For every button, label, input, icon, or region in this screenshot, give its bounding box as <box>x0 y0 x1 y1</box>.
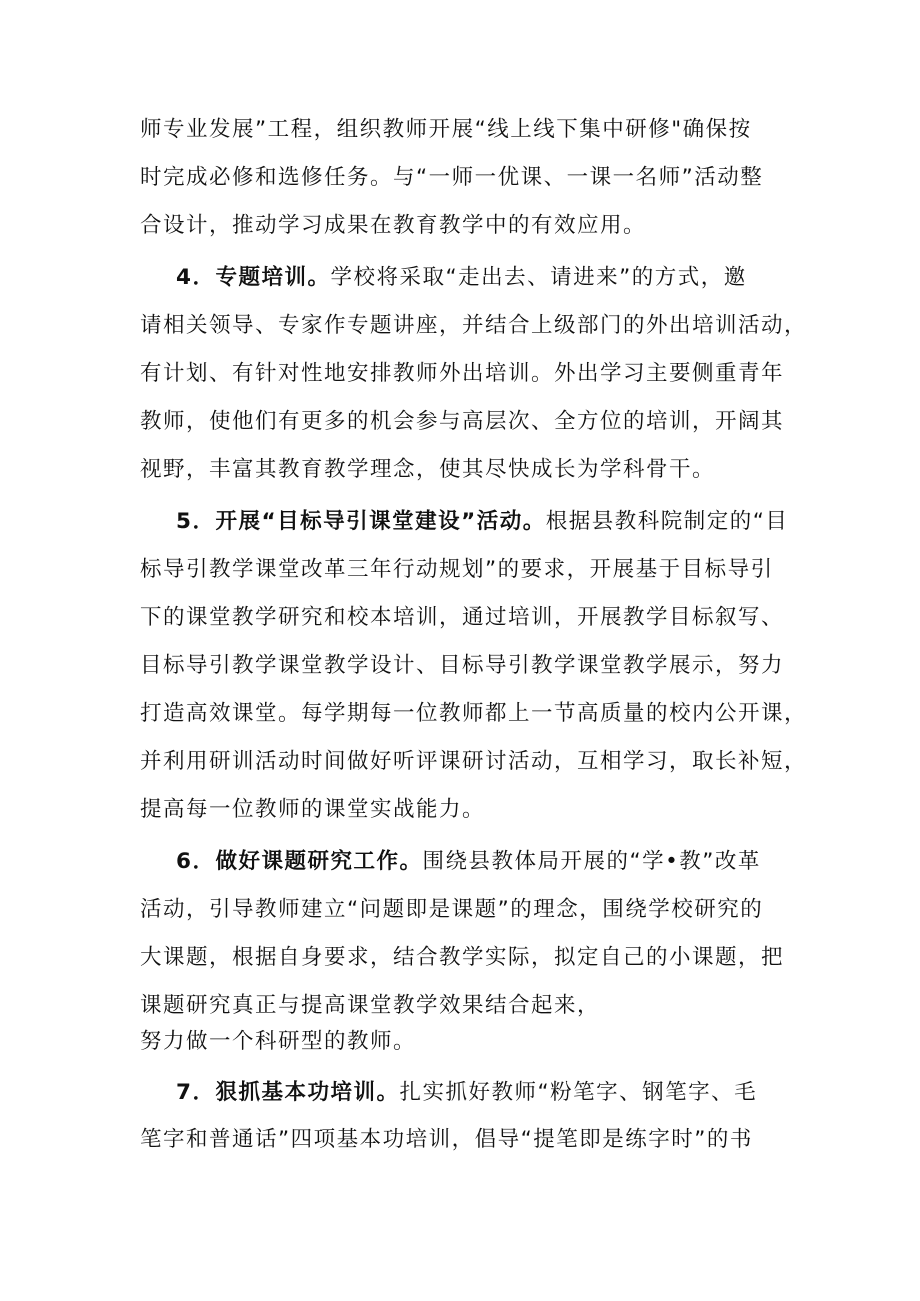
paragraph-line: 并利用研训活动时间做好听评课研讨活动，互相学习，取长补短， <box>140 749 808 774</box>
paragraph-line: 时完成必修和选修任务。与“一师一优课、一课一名师”活动整 <box>140 165 764 190</box>
paragraph-line: 打造高效课堂。每学期每一位教师都上一节高质量的校内公开课， <box>140 701 808 726</box>
paragraph-first-line <box>176 507 788 537</box>
paragraph-line: 活动，引导教师建立“问题即是课题”的理念，围绕学校研究的 <box>140 897 764 922</box>
paragraph-line: 提高每一位教师的课堂实战能力。 <box>140 797 486 822</box>
paragraph-line: 课题研究真正与提高课堂教学效果结合起来， <box>140 993 601 1018</box>
paragraph-line: 标导引教学课堂改革三年行动规划”的要求，开展基于目标导引 <box>140 557 774 582</box>
paragraph-text: 扎实抓好教师“粉笔字、钢笔字、毛 <box>399 1080 758 1105</box>
paragraph-line: 下的课堂教学研究和校本培训，通过培训，开展教学目标叙写、 <box>140 605 785 630</box>
paragraph-line: 有计划、有针对性地安排教师外出培训。外出学习主要侧重青年 <box>140 361 785 386</box>
paragraph-text: 围绕县教体局开展的“学•教”改革 <box>422 849 761 874</box>
paragraph-first-line <box>176 1078 757 1108</box>
paragraph-first-line <box>176 847 761 877</box>
paragraph-line: 师专业发展”工程，组织教师开展“线上线下集中研修"确保按 <box>140 117 752 142</box>
paragraph-first-line <box>176 263 747 293</box>
paragraph-heading: 7．狠抓基本功培训。 <box>176 1080 400 1105</box>
paragraph-heading: 6．做好课题研究工作。 <box>176 849 423 874</box>
paragraph-line: 笔字和普通话”四项基本功培训，倡导“提笔即是练字时”的书 <box>140 1127 753 1152</box>
paragraph-line: 大课题，根据自身要求，结合教学实际，拟定自己的小课题，把 <box>140 945 785 970</box>
paragraph-line: 合设计，推动学习成果在教育教学中的有效应用。 <box>140 213 647 238</box>
paragraph-line: 视野，丰富其教育教学理念，使其尽快成长为学科骨干。 <box>140 457 716 482</box>
paragraph-text: 根据县教科院制定的“目 <box>545 509 789 534</box>
paragraph-line: 教师，使他们有更多的机会参与高层次、全方位的培训，开阔其 <box>140 409 785 434</box>
paragraph-heading: 5．开展“目标导引课堂建设”活动。 <box>176 509 546 534</box>
paragraph-heading: 4．专题培训。 <box>176 265 331 290</box>
paragraph-text: 学校将采取“走出去、请进来”的方式，邀 <box>330 265 747 290</box>
paragraph-line: 目标导引教学课堂教学设计、目标导引教学课堂教学展示，努力 <box>140 653 785 678</box>
paragraph-line: 努力做一个科研型的教师。 <box>140 1029 417 1054</box>
paragraph-line: 请相关领导、专家作专题讲座，并结合上级部门的外出培训活动， <box>140 313 808 338</box>
